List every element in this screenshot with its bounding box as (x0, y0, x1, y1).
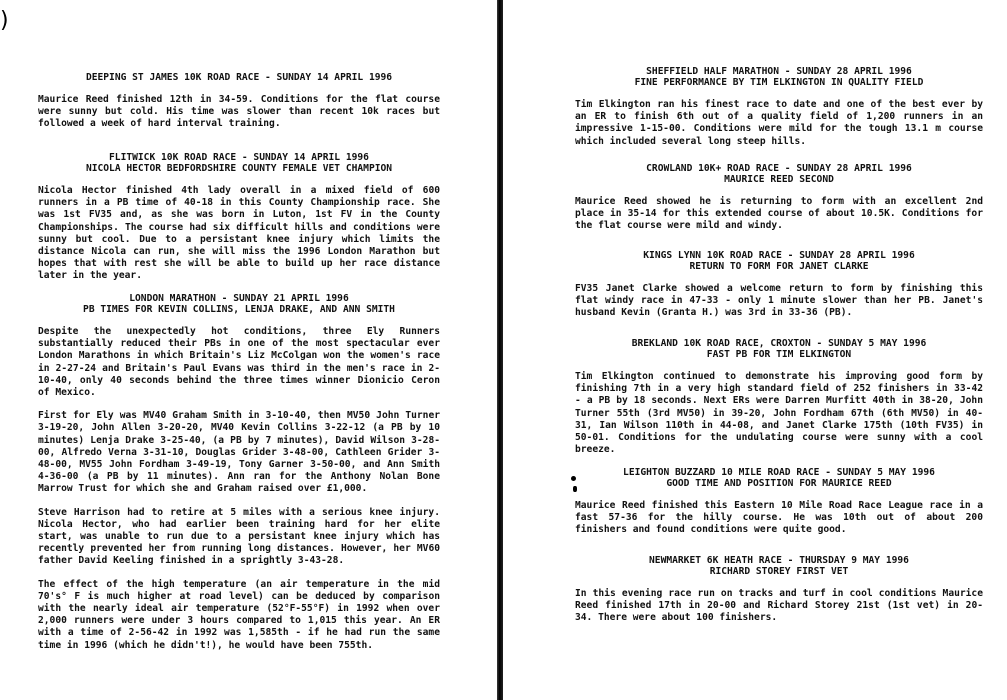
article-flitwick (38, 152, 440, 283)
article-headline: SHEFFIELD HALF MARATHON - SUNDAY 28 APRIL 1996 (646, 66, 912, 77)
article-leighton-buzzard (575, 467, 983, 537)
article-headline: FLITWICK 10K ROAD RACE - SUNDAY 14 APRIL 1996 (109, 152, 369, 163)
article-crowland (575, 163, 983, 233)
article-paragraph: Nicola Hector finished 4th lady overall in a mixed field of 600 runners in a PB time of 40-18 in this County Championship race. She was 1st FV35 and, as she was born in Luton, 1st FV in the County Championships. The course had six difficult hills and conditions were sunny but cool. Due to a persistant knee injury which limits the distance Nicola can run, she will miss the 1996 London Marathon but hopes that with rest she will be able to build up her race distance later in the year. (38, 185, 440, 282)
article-paragraph: In this evening race run on tracks and turf in cool conditions Maurice Reed finished 17th in 20-00 and Richard Storey 21st (1st vet) in 20-34. There were about 100 finishers. (575, 588, 983, 624)
page-gutter (497, 0, 503, 700)
article-headline: NEWMARKET 6K HEATH RACE - THURSDAY 9 MAY 1996 (649, 555, 909, 566)
article-subheadline: NICOLA HECTOR BEDFORDSHIRE COUNTY FEMALE VET CHAMPION (85, 163, 393, 174)
article-subheadline: RETURN TO FORM FOR JANET CLARKE (689, 261, 869, 272)
ink-speck (571, 476, 576, 481)
article-paragraph: FV35 Janet Clarke showed a welcome return to form by finishing this flat windy race in 47-33 - only 1 minute slower than her PB. Janet's husband Kevin (Granta H.) was 3rd in 33-36 (PB). (575, 283, 983, 319)
article-paragraph: Maurice Reed showed he is returning to form with an excellent 2nd place in 35-14 for this extended course of about 10.5K. Conditions for the flat course were mild and windy. (575, 196, 983, 232)
article-subheadline: FINE PERFORMANCE BY TIM ELKINGTON IN QUALITY FIELD (634, 77, 924, 88)
right-page (505, 0, 1007, 700)
article-paragraph: First for Ely was MV40 Graham Smith in 3-10-40, then MV50 John Turner 3-19-20, John Allen 3-20-20, MV40 Kevin Collins 3-22-12 (a PB by 10 minutes) Lenja Drake 3-25-40, (a PB by 7 minutes), David Wilson 3-28-00, Alfredo Verna 3-31-10, Douglas Grider 3-48-00, Cathleen Grider 3-48-00, MV55 John Fordham 3-49-19, Tony Garner 3-50-00, and Ann Smith 4-36-00 (a PB by 11 minutes). Ann ran for the Anthony Nolan Bone Marrow Trust for which she and Graham raised over £1,000. (38, 410, 440, 495)
article-london-marathon (38, 293, 440, 652)
article-subheadline: GOOD TIME AND POSITION FOR MAURICE REED (666, 478, 892, 489)
bracket-mark: ) (0, 8, 9, 33)
article-paragraph: Maurice Reed finished this Eastern 10 Mile Road Race League race in a fast 57-36 for the hilly course. He was 10th out of about 200 finishers and found conditions were quite good. (575, 500, 983, 536)
article-subheadline: RICHARD STOREY FIRST VET (709, 566, 849, 577)
article-subheadline: PB TIMES FOR KEVIN COLLINS, LENJA DRAKE, AND ANN SMITH (83, 304, 395, 315)
article-newmarket (575, 555, 983, 625)
article-headline: KINGS LYNN 10K ROAD RACE - SUNDAY 28 APRIL 1996 (643, 250, 915, 261)
article-paragraph: Despite the unexpectedly hot conditions, three Ely Runners substantially reduced their PBs in one of the most spectacular ever London Marathons in which Britain's Liz McColgan won the women's race in 2-27-24 and Britain's Paul Evans was third in the men's race in 2-10-40, only 40 seconds behind the three times winner Dionicio Ceron of Mexico. (38, 326, 440, 399)
article-subheadline: MAURICE REED SECOND (724, 174, 834, 185)
article-headline: CROWLAND 10K+ ROAD RACE - SUNDAY 28 APRIL 1996 (646, 163, 912, 174)
article-headline: LEIGHTON BUZZARD 10 MILE ROAD RACE - SUNDAY 5 MAY 1996 (623, 467, 935, 478)
article-headline: BREKLAND 10K ROAD RACE, CROXTON - SUNDAY 5 MAY 1996 (631, 338, 927, 349)
article-paragraph: Steve Harrison had to retire at 5 miles with a serious knee injury. Nicola Hector, who had earlier been training hard for her elite start, was unable to run due to a persistant knee injury which has recently prevented her from running long distances. However, her MV60 father David Keeling finished in a sprightly 3-43-28. (38, 506, 440, 567)
article-deeping-st-james (38, 72, 440, 131)
article-headline: LONDON MARATHON - SUNDAY 21 APRIL 1996 (129, 293, 349, 304)
article-kings-lynn (575, 250, 983, 320)
article-paragraph: Tim Elkington ran his finest race to date and one of the best ever by an ER to finish 6th out of a quality field of 1,200 runners in an impressive 1-15-00. Conditions were mild for the tough 13.1 m course which included several long steep hills. (575, 99, 983, 147)
article-sheffield-half-marathon (575, 66, 983, 148)
article-brekland (575, 338, 983, 456)
article-headline: DEEPING ST JAMES 10K ROAD RACE - SUNDAY 14 APRIL 1996 (85, 72, 393, 83)
ink-speck (573, 486, 577, 492)
article-paragraph: The effect of the high temperature (an air temperature in the mid 70's° F is much higher at road level) can be deduced by comparison with the nearly ideal air temperature (52°F-55°F) in 1992 when over 2,000 runners were under 3 hours compared to 1,015 this year. An ER with a time of 2-56-42 in 1992 was 1,585th - if he had run the same time in 1996 (which he didn't!), he would have been 755th. (38, 578, 440, 651)
left-page (0, 0, 497, 700)
article-subheadline: FAST PB FOR TIM ELKINGTON (706, 349, 852, 360)
article-paragraph: Tim Elkington continued to demonstrate his improving good form by finishing 7th in a very high standard field of 252 finishers in 33-42 - a PB by 18 seconds. Next ERs were Darren Murfitt 40th in 38-20, John Turner 55th (3rd MV50) in 39-20, John Fordham 67th (6th MV50) in 40-31, Ian Wilson 110th in 44-08, and Janet Clarke 175th (10th FV35) in 50-01. Conditions for the undulating course were sunny with a cool breeze. (575, 371, 983, 456)
article-paragraph: Maurice Reed finished 12th in 34-59. Conditions for the flat course were sunny but cold. His time was slower than recent 10k races but followed a week of hard interval training. (38, 94, 440, 130)
